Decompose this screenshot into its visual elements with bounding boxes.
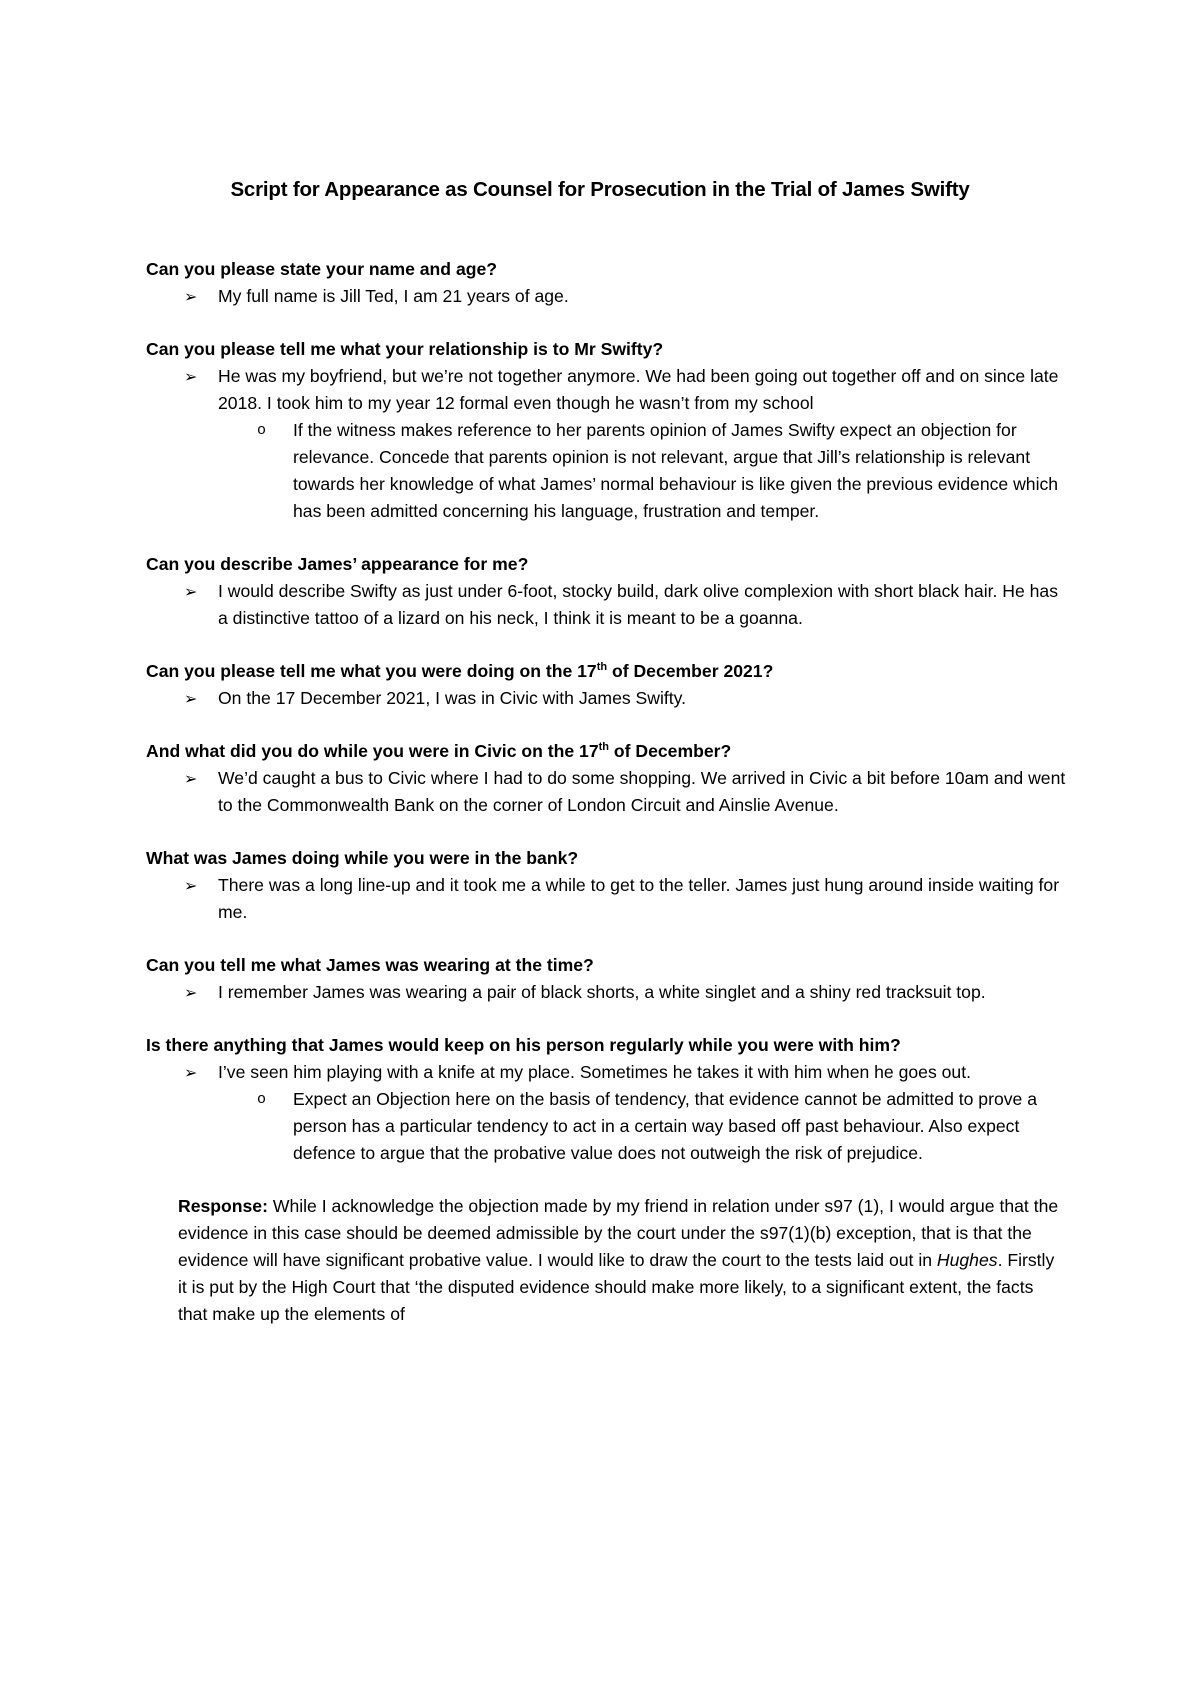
- question-block-name-age: [146, 256, 1066, 310]
- question-block-bank: [146, 845, 1066, 926]
- question-heading: [146, 738, 1066, 765]
- page-title: Script for Appearance as Counsel for Prosecution in the Trial of James Swifty: [230, 178, 970, 201]
- answer-item: ➢ There was a long line-up and it took me a while to get to the teller. James just hung around inside waiting for me.: [218, 872, 1066, 926]
- question-heading: What was James doing while you were in the bank?: [146, 848, 579, 868]
- counsel-note-list: [218, 1086, 1066, 1167]
- question-text: And what did you do while you were in Civic on the 17: [146, 741, 599, 761]
- answer-item: ➢ We’d caught a bus to Civic where I had to do some shopping. We arrived in Civic a bit before 10am and went to the Commonwealth Bank on the corner of London Circuit and Ainslie Avenue.: [218, 765, 1066, 819]
- question-heading: Is there anything that James would keep on his person regularly while you were with him?: [146, 1035, 901, 1055]
- question-block-relationship: [146, 336, 1066, 525]
- answer-list: [146, 765, 1066, 819]
- answer-list: [146, 363, 1066, 525]
- question-block-knife: [146, 1032, 1066, 1167]
- ordinal-suffix: th: [598, 741, 609, 754]
- question-text: of December 2021?: [607, 661, 774, 681]
- script-body: [146, 256, 1066, 1328]
- case-name: Hughes: [936, 1250, 998, 1270]
- answer-list: [146, 979, 1066, 1006]
- answer-item: ➢ I would describe Swifty as just under 6-foot, stocky build, dark olive complexion with short black hair. He has a distinctive tattoo of a lizard on his neck, I think it is meant to be a goanna.: [218, 578, 1066, 632]
- question-block-17-december: [146, 658, 1066, 712]
- answer-list: [146, 685, 1066, 712]
- counsel-note-list: [218, 417, 1066, 525]
- counsel-note: o If the witness makes reference to her parents opinion of James Swifty expect an objection for relevance. Concede that parents opinion is not relevant, argue that Jill’s relationship is relevant towards her knowledge of what James’ normal behaviour is like given the previous evidence which has been admitted concerning his language, frustration and temper.: [293, 417, 1066, 525]
- answer-item: [218, 363, 1066, 525]
- question-text: Can you please tell me what you were doing on the 17: [146, 661, 597, 681]
- question-heading: Can you tell me what James was wearing at the time?: [146, 955, 594, 975]
- question-block-appearance: [146, 551, 1066, 632]
- question-block-civic: [146, 738, 1066, 819]
- question-heading: Can you please state your name and age?: [146, 259, 498, 279]
- question-heading: Can you please tell me what your relationship is to Mr Swifty?: [146, 339, 664, 359]
- response-text: While I acknowledge the objection made by my friend in relation under s97 (1), I would argue that the evidence in this case should be deemed admissible by the court under the s97(1)(b) exception, that is that the evidence will have significant probative value. I would like to draw the court to the tests laid out in: [178, 1196, 1059, 1270]
- answer-list: [146, 283, 1066, 310]
- response-label: Response:: [178, 1196, 268, 1216]
- answer-item: ➢ I remember James was wearing a pair of black shorts, a white singlet and a shiny red tracksuit top.: [218, 979, 1066, 1006]
- answer-item: [218, 1059, 1066, 1167]
- answer-text: He was my boyfriend, but we’re not together anymore. We had been going out together off and on since late 2018. I took him to my year 12 formal even though he wasn’t from my school: [218, 366, 1059, 413]
- ordinal-suffix: th: [596, 661, 608, 674]
- answer-list: [146, 872, 1066, 926]
- question-heading: [146, 658, 1066, 685]
- counsel-note: o Expect an Objection here on the basis of tendency, that evidence cannot be admitted to prove a person has a particular tendency to act in a certain way based off past behaviour. Also expect defence to argue that the probative value does not outweigh the risk of prejudice.: [293, 1086, 1066, 1167]
- answer-text: I’ve seen him playing with a knife at my place. Sometimes he takes it with him when he goes out.: [218, 1062, 971, 1082]
- response-paragraph: [178, 1193, 1066, 1328]
- answer-item: ➢ My full name is Jill Ted, I am 21 years of age.: [218, 283, 1066, 310]
- question-block-clothing: [146, 952, 1066, 1006]
- response-text: . Firstly it is put by the High Court that ‘the disputed evidence should make more likely, to a significant extent, the facts that make up the elements of: [178, 1250, 1055, 1324]
- question-heading: Can you describe James’ appearance for me?: [146, 554, 529, 574]
- question-text: of December?: [609, 741, 732, 761]
- answer-list: [146, 578, 1066, 632]
- answer-list: [146, 1059, 1066, 1167]
- answer-item: ➢ On the 17 December 2021, I was in Civic with James Swifty.: [218, 685, 1066, 712]
